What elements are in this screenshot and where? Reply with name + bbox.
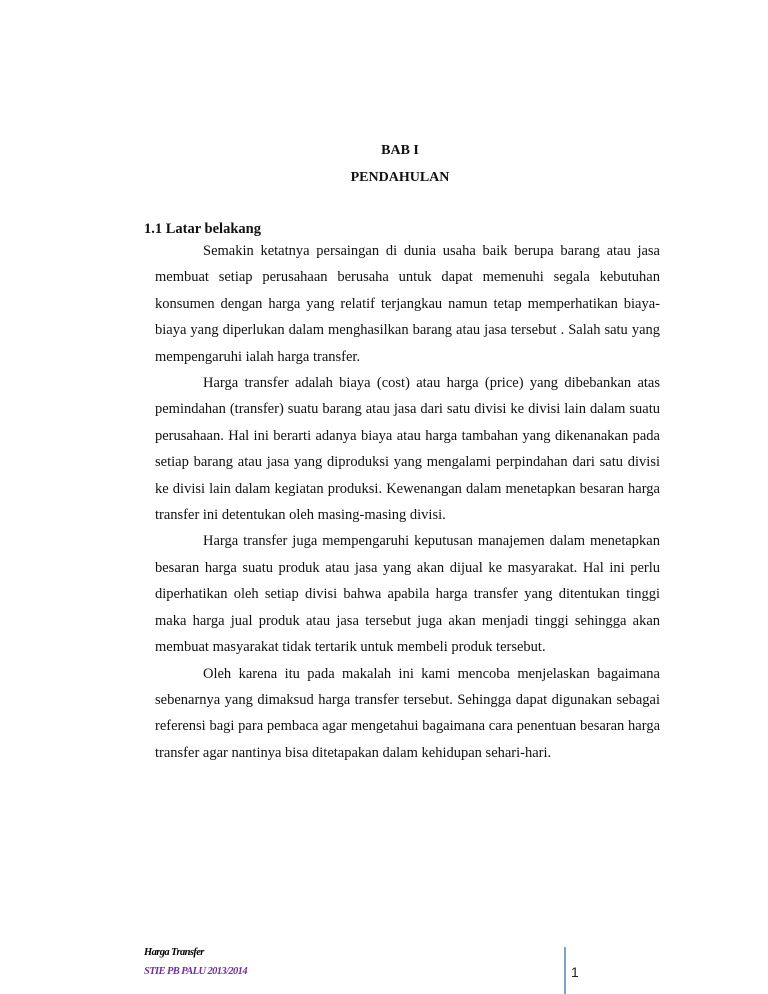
paragraph: Oleh karena itu pada makalah ini kami mencoba menjelaskan bagaimana sebenarnya yang dimaksud harga transfer tersebut. Sehingga dapat digunakan sebagai referensi bagi para pembaca agar mengetahui bagaimana cara penentuan besaran harga transfer agar nantinya bisa ditetapakan dalam kehidupan sehari-hari. — [155, 665, 660, 761]
chapter-title: PENDAHULAN — [350, 170, 450, 185]
footer-divider — [564, 947, 566, 994]
footer-subtitle: STIE PB PALU 2013/2014 — [144, 966, 247, 977]
footer-title: Harga Transfer — [144, 947, 204, 958]
paragraph: Harga transfer juga mempengaruhi keputusan manajemen dalam menetapkan besaran harga suatu produk atau jasa yang akan dijual ke masyarakat. Hal ini perlu diperhatikan oleh setiap divisi bahwa apabila harga transfer yang ditentukan tinggi maka harga jual produk atau jasa tersebut juga akan menjadi tinggi sehingga akan membuat masyarakat tidak tertarik untuk membeli produk tersebut. — [155, 533, 660, 656]
chapter-heading: BAB I — [381, 143, 419, 158]
body-text — [155, 238, 660, 766]
section-title: 1.1 Latar belakang — [144, 221, 261, 237]
paragraph: Semakin ketatnya persaingan di dunia usaha baik berupa barang atau jasa membuat setiap perusahaan berusaha untuk dapat memenuhi segala kebutuhan konsumen dengan harga yang relatif terjangkau namun tetap memperhatikan biaya-biaya yang diperlukan dalam menghasilkan barang atau jasa tersebut . Salah satu yang mempengaruhi ialah harga transfer. — [155, 243, 660, 365]
paragraph: Harga transfer adalah biaya (cost) atau harga (price) yang dibebankan atas pemindahan (transfer) suatu barang atau jasa dari satu divisi ke divisi lain dalam suatu perusahaan. Hal ini berarti adanya biaya atau harga tambahan yang dikenanakan pada setiap barang atau jasa yang diproduksi yang mengalami perpindahan dari satu divisi ke divisi lain dalam kegiatan produksi. Kewenangan dalam menetapkan besaran harga transfer ini detentukan oleh masing-masing divisi. — [155, 375, 660, 524]
page-number: 1 — [571, 964, 579, 980]
